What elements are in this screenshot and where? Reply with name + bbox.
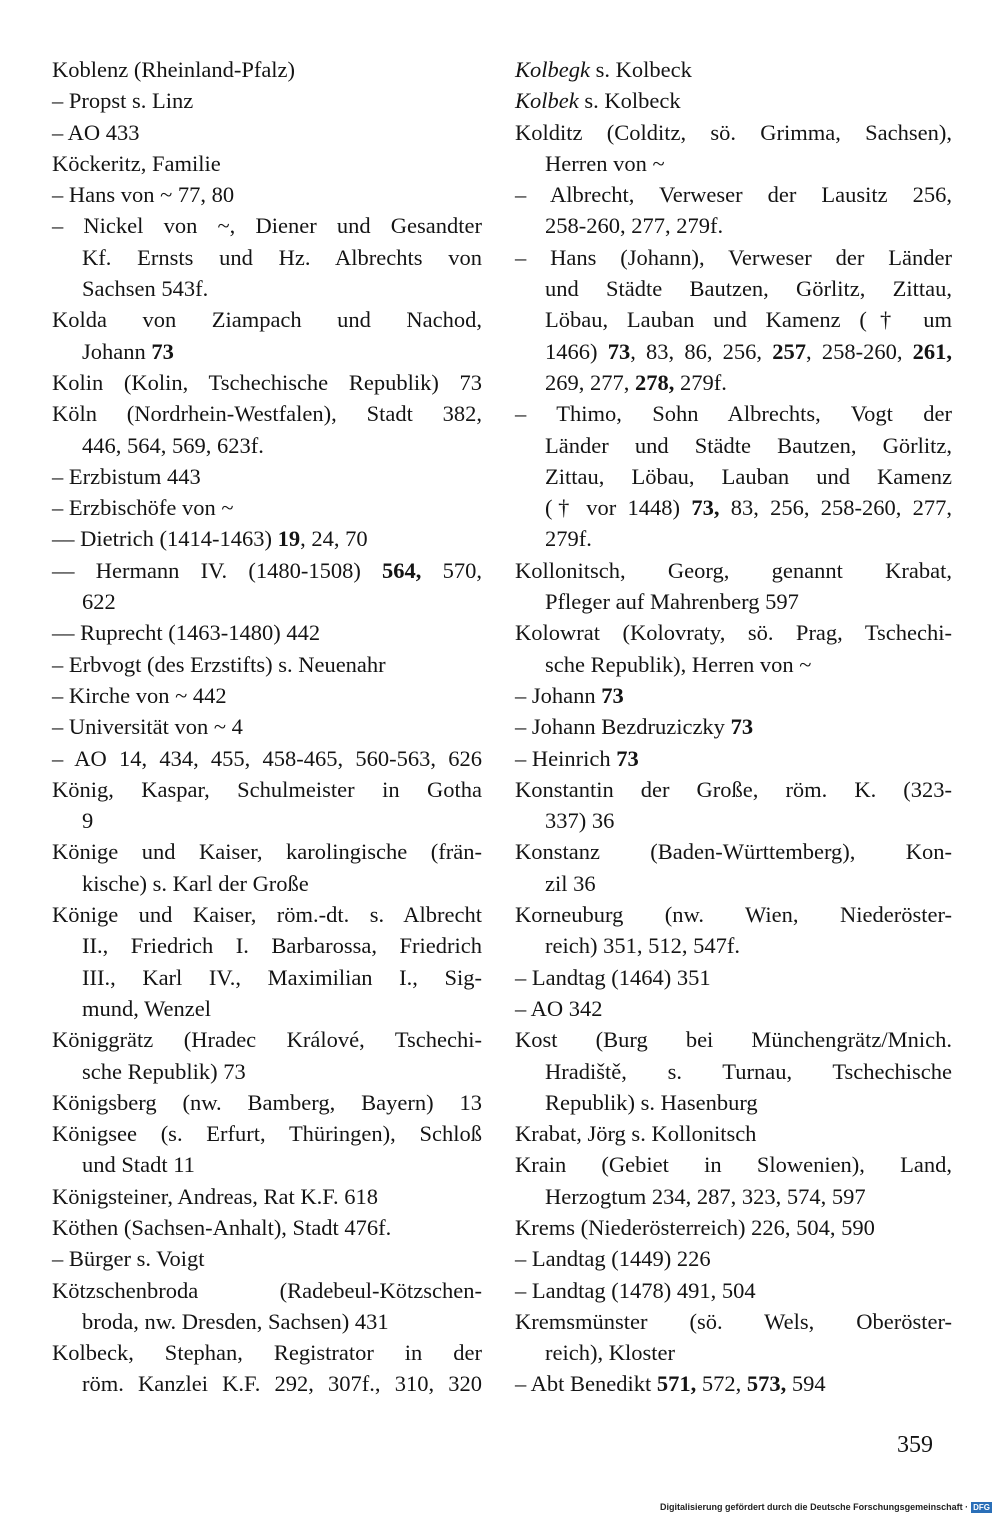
index-line [515,1243,952,1274]
index-text: 258-260, 277, 279f. [545,213,724,239]
index-text: 622 [82,589,116,615]
index-line [515,1306,952,1337]
index-line [52,54,482,85]
index-text: Kolda von Ziampach und Nachod, [52,307,482,333]
index-line [515,430,952,461]
footer-credit [660,1501,992,1513]
dfg-logo: DFG [973,1502,990,1512]
index-line [52,523,482,554]
index-line [515,523,952,554]
index-text: Löbau, Lauban und Kamenz († um [545,307,952,333]
index-line [52,899,482,930]
index-text: Kremsmünster (sö. Wels, Oberöster- [515,1308,952,1334]
index-line [52,1181,482,1212]
index-line [515,836,952,867]
index-line [52,179,482,210]
index-line [515,54,952,85]
index-line [515,555,952,586]
index-text: , 83, 86, 256, [630,338,773,364]
index-line [515,1087,952,1118]
index-text: 279f. [545,526,592,552]
bold-page-ref: 564, [382,557,422,583]
index-text: – AO 14, 434, 455, 458-465, 560-563, 626 [52,745,482,771]
index-line [52,148,482,179]
bold-page-ref: 571, [656,1371,697,1397]
index-text: Krabat, Jörg s. Kollonitsch [515,1121,757,1147]
index-line [52,711,482,742]
index-line [515,1056,952,1087]
index-line [52,743,482,774]
index-line [52,586,482,617]
index-line [52,1212,482,1243]
footer-text: Digitalisierung gefördert durch die Deutsche Forschungsgemeinschaft · [660,1502,969,1512]
index-line [52,993,482,1024]
index-text: – Bürger s. Voigt [52,1246,205,1272]
index-line [515,367,952,398]
index-line [515,617,952,648]
index-text: s. Kolbeck [578,88,681,114]
index-text: Republik) s. Hasenburg [545,1089,758,1115]
index-line [52,304,482,335]
index-line [52,273,482,304]
index-text: –– Dietrich (1414-1463) [52,526,278,552]
index-text: – AO 342 [515,995,603,1021]
index-text: – Johann Bezdruziczky [515,714,731,740]
index-text: II., Friedrich I. Barbarossa, Friedrich [82,933,482,959]
index-line [52,1243,482,1274]
index-line [515,117,952,148]
index-line [52,836,482,867]
index-line [515,1024,952,1055]
index-text: – Propst s. Linz [52,88,194,114]
index-line [515,148,952,179]
index-line [52,680,482,711]
index-text: Könige und Kaiser, röm.-dt. s. Albrecht [52,902,482,928]
index-line [515,1275,952,1306]
index-text: Königsberg (nw. Bamberg, Bayern) 13 [52,1089,482,1115]
index-line [52,868,482,899]
index-column-right [515,54,952,1400]
index-text: – Hans (Johann), Verweser der Länder [515,244,952,270]
index-text: , 24, 70 [300,526,368,552]
index-text: Kollonitsch, Georg, genannt Krabat, [515,557,952,583]
index-text: 570, [421,557,482,583]
index-line [515,1181,952,1212]
index-text: Johann [82,338,152,364]
index-text: Herzogtum 234, 287, 323, 574, 597 [545,1183,866,1209]
index-text: – Johann [515,682,602,708]
index-text: und Stadt 11 [82,1152,195,1178]
index-line [515,1118,952,1149]
index-text: Krems (Niederösterreich) 226, 504, 590 [515,1214,875,1240]
page-number: 359 [897,1432,933,1458]
bold-page-ref: 573, [746,1371,787,1397]
index-text: Könige und Kaiser, karolingische (frän- [52,839,482,865]
index-text: sche Republik), Herren von ~ [545,651,812,677]
index-line [515,492,952,523]
index-text: 9 [82,808,94,834]
italic-variant: Kolbek [515,88,579,114]
index-text: Korneuburg (nw. Wien, Niederöster- [515,902,952,928]
index-text: – Erzbistum 443 [52,463,201,489]
index-text: –– Hermann IV. (1480-1508) [52,557,383,583]
index-text: – Thimo, Sohn Albrechts, Vogt der [515,401,952,427]
index-text: 446, 564, 569, 623f. [82,432,264,458]
index-text: Kf. Ernsts und Hz. Albrechts von [82,244,482,270]
bold-page-ref: 73 [151,338,174,364]
index-line [52,117,482,148]
index-text: , 258-260, [806,338,913,364]
index-line [52,85,482,116]
index-text: 83, 256, 258-260, 277, [719,495,952,521]
index-text: Herren von ~ [545,150,665,176]
index-text: 1466) [545,338,608,364]
index-text: Königgrätz (Hradec Králové, Tschechi- [52,1027,482,1053]
bold-page-ref: 73 [730,714,754,740]
index-text: – Erbvogt (des Erzstifts) s. Neuenahr [52,651,386,677]
index-text: III., Karl IV., Maximilian I., Sig- [82,964,482,990]
index-line [515,1368,952,1399]
index-text: Kötzschenbroda (Radebeul-Kötzschen- [52,1277,482,1303]
index-column-left [52,54,482,1400]
index-line [52,242,482,273]
index-text: 337) 36 [545,808,615,834]
index-line [52,805,482,836]
index-line [515,461,952,492]
index-text: Konstantin der Große, röm. K. (323- [515,776,952,802]
bold-page-ref: 73 [601,682,624,708]
index-line [515,993,952,1024]
index-line [515,743,952,774]
index-text: röm. Kanzlei K.F. 292, 307f., 310, 320 [82,1371,482,1397]
index-text: – Erzbischöfe von ~ [52,495,234,521]
index-text: Krain (Gebiet in Slowenien), Land, [515,1152,952,1178]
index-line [515,805,952,836]
index-line [515,1212,952,1243]
index-line [52,930,482,961]
index-line [52,1368,482,1399]
index-text: Länder und Städte Bautzen, Görlitz, [545,432,952,458]
index-text: Konstanz (Baden-Württemberg), Kon- [515,839,952,865]
index-text: s. Kolbeck [589,57,692,82]
index-line [515,179,952,210]
index-text: – Abt Benedikt [515,1371,657,1397]
index-line [515,586,952,617]
index-text: – Heinrich [515,745,617,771]
index-text: Köln (Nordrhein-Westfalen), Stadt 382, [52,401,482,427]
index-line [52,962,482,993]
index-line [52,1275,482,1306]
index-line [515,962,952,993]
index-text: – Landtag (1478) 491, 504 [515,1277,756,1303]
index-line [52,1149,482,1180]
index-line [52,1118,482,1149]
index-line [52,555,482,586]
index-line [515,273,952,304]
index-line [52,492,482,523]
index-line [515,868,952,899]
index-text: Zittau, Löbau, Lauban und Kamenz [545,463,952,489]
index-line [515,304,952,335]
index-text: – Landtag (1449) 226 [515,1246,711,1272]
index-line [515,774,952,805]
index-line [515,336,952,367]
bold-page-ref: 261, [912,338,953,364]
index-text: 572, [696,1371,747,1397]
index-line [52,210,482,241]
index-text: – Albrecht, Verweser der Lausitz 256, [515,182,952,208]
index-line [52,1024,482,1055]
index-text: – Landtag (1464) 351 [515,964,711,990]
index-line [515,1149,952,1180]
index-line [515,85,952,116]
index-text: zil 36 [545,870,596,896]
index-text: kische) s. Karl der Große [82,870,309,896]
index-line [515,649,952,680]
index-line [52,1306,482,1337]
index-text: († vor 1448) [545,495,692,521]
index-text: sche Republik) 73 [82,1058,246,1084]
index-text: Kolditz (Colditz, sö. Grimma, Sachsen), [515,119,952,145]
index-text: – Hans von ~ 77, 80 [52,182,235,208]
bold-page-ref: 19 [277,526,301,552]
index-line [52,1337,482,1368]
index-line [52,398,482,429]
index-text: Königsee (s. Erfurt, Thüringen), Schloß [52,1121,482,1147]
bold-page-ref: 73, [691,495,720,521]
index-text: –– Ruprecht (1463-1480) 442 [52,620,321,646]
index-line [52,461,482,492]
index-text: broda, nw. Dresden, Sachsen) 431 [82,1308,389,1334]
index-line [515,680,952,711]
index-text: Köthen (Sachsen-Anhalt), Stadt 476f. [52,1214,392,1240]
index-text: reich) 351, 512, 547f. [545,933,740,959]
index-line [515,242,952,273]
index-line [52,430,482,461]
index-text: 594 [786,1371,826,1397]
index-line [52,617,482,648]
index-line [52,1087,482,1118]
index-text: Pfleger auf Mahrenberg 597 [545,589,799,615]
index-text: 269, 277, [545,369,635,395]
index-line [515,930,952,961]
index-text: – Universität von ~ 4 [52,714,243,740]
index-text: und Städte Bautzen, Görlitz, Zittau, [545,276,952,302]
index-text: Köckeritz, Familie [52,150,221,176]
bold-page-ref: 257 [772,338,806,364]
index-text: – Nickel von ~, Diener und Gesandter [52,213,482,239]
index-text: – AO 433 [52,119,140,145]
index-text: – Kirche von ~ 442 [52,682,227,708]
index-line [52,367,482,398]
index-text: Koblenz (Rheinland-Pfalz) [52,57,296,82]
index-text: Kolin (Kolin, Tschechische Republik) 73 [52,369,482,395]
index-line [515,899,952,930]
index-text: Königsteiner, Andreas, Rat K.F. 618 [52,1183,379,1209]
index-line [52,336,482,367]
index-text: reich), Kloster [545,1340,675,1366]
index-line [515,711,952,742]
index-line [515,398,952,429]
index-line [52,649,482,680]
bold-page-ref: 73 [616,745,639,771]
index-text: Sachsen 543f. [82,276,209,302]
index-text: Kolbeck, Stephan, Registrator in der [52,1340,482,1366]
index-line [515,210,952,241]
index-text: Hradiště, s. Turnau, Tschechische [545,1058,952,1084]
index-text: König, Kaspar, Schulmeister in Gotha [52,776,482,802]
bold-page-ref: 73 [607,338,631,364]
index-line [515,1337,952,1368]
index-line [52,1056,482,1087]
index-line [52,774,482,805]
bold-page-ref: 278, [635,369,675,395]
italic-variant: Kolbegk [515,57,590,82]
index-text: Kolowrat (Kolovraty, sö. Prag, Tschechi- [515,620,952,646]
index-text: mund, Wenzel [82,995,211,1021]
index-text: 279f. [674,369,727,395]
index-text: Kost (Burg bei Münchengrätz/Mnich. [515,1027,952,1053]
